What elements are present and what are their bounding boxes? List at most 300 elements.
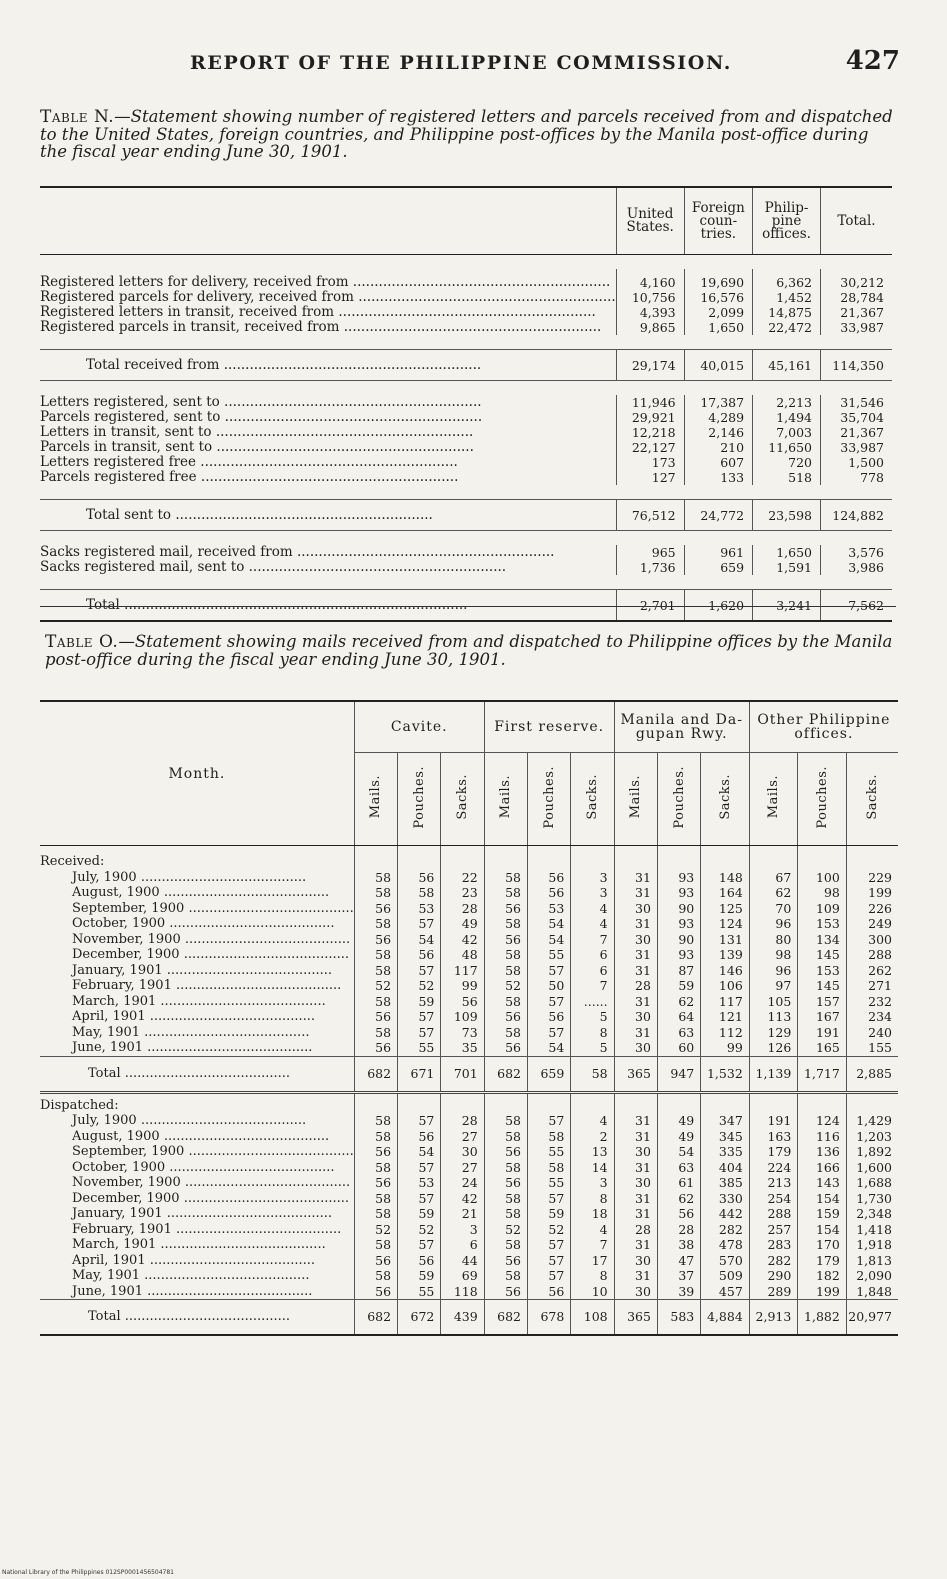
value-cell: 56: [354, 1144, 397, 1160]
value-cell: 96: [749, 963, 798, 979]
value-cell: 4: [571, 1113, 614, 1129]
value-cell: 57: [398, 1113, 441, 1129]
value-cell: 58: [354, 1113, 397, 1129]
value-cell: 330: [701, 1191, 750, 1207]
value-cell: 31: [614, 885, 657, 901]
value-cell: 116: [798, 1129, 847, 1145]
value-cell: 671: [398, 1056, 441, 1092]
value-cell: 1,892: [846, 1144, 898, 1160]
value-cell: 126: [749, 1040, 798, 1056]
row-label: Letters registered, sent to ............................................................: [40, 395, 482, 410]
spacer-cell: [398, 846, 441, 855]
value-cell: 153: [798, 916, 847, 932]
spacer-cell: [484, 846, 527, 855]
value-cell: 2,885: [846, 1056, 898, 1092]
value-cell: 69: [441, 1268, 484, 1284]
subcolumn-header: [441, 753, 484, 846]
spacer-row: [40, 381, 892, 396]
value-cell: 98: [798, 885, 847, 901]
value-cell: 97: [749, 978, 798, 994]
table-o-label: Table O.: [45, 632, 119, 652]
value-cell: 3: [571, 885, 614, 901]
value-cell: 4,884: [701, 1300, 750, 1336]
empty-cell: [571, 1098, 614, 1114]
value-cell: 154: [798, 1222, 847, 1238]
value-cell: 63: [657, 1160, 700, 1176]
value-cell: 56: [528, 1009, 571, 1025]
spacer-row: [40, 846, 898, 855]
subcolumn-label: Sacks.: [584, 774, 600, 820]
value-cell: 48: [441, 947, 484, 963]
empty-cell: [749, 1098, 798, 1114]
value-cell: 56: [484, 1009, 527, 1025]
value-cell: 38: [657, 1237, 700, 1253]
row-value: 10,756: [616, 290, 684, 305]
row-value: 33,987: [820, 440, 892, 455]
table-row: [40, 963, 898, 979]
month-cell: July, 1900 ........................................: [72, 869, 307, 885]
empty-cell: [846, 854, 898, 870]
row-label: Registered parcels in transit, received from ............................................................: [40, 320, 602, 335]
value-cell: 20,977: [846, 1300, 898, 1336]
value-cell: 124: [798, 1113, 847, 1129]
table-n-row: [40, 560, 892, 575]
value-cell: 124: [701, 916, 750, 932]
value-cell: 583: [657, 1300, 700, 1336]
value-cell: 27: [441, 1160, 484, 1176]
empty-cell: [798, 1098, 847, 1114]
table-row: [40, 1113, 898, 1129]
row-value: 76,512: [616, 500, 684, 531]
value-cell: 1,717: [798, 1056, 847, 1092]
row-value: 6,362: [753, 269, 821, 290]
row-value: 22,127: [616, 440, 684, 455]
month-cell: December, 1900 ........................................: [72, 1190, 349, 1206]
table-row: [40, 1009, 898, 1025]
value-cell: 139: [701, 947, 750, 963]
value-cell: 191: [749, 1113, 798, 1129]
subcolumn-header: [749, 753, 798, 846]
month-cell: October, 1900 ........................................: [72, 1159, 335, 1175]
value-cell: 8: [571, 1191, 614, 1207]
row-value: 19,690: [684, 269, 752, 290]
value-cell: 24: [441, 1175, 484, 1191]
month-cell: June, 1901 ........................................: [72, 1040, 313, 1055]
value-cell: 1,882: [798, 1300, 847, 1336]
table-n-header-row: [40, 187, 892, 255]
value-cell: 28: [657, 1222, 700, 1238]
value-cell: 271: [846, 978, 898, 994]
value-cell: 148: [701, 870, 750, 886]
value-cell: 58: [484, 1237, 527, 1253]
value-cell: 61: [657, 1175, 700, 1191]
value-cell: 58: [484, 1113, 527, 1129]
value-cell: 58: [354, 870, 397, 886]
value-cell: 300: [846, 932, 898, 948]
table-row: [40, 1268, 898, 1284]
value-cell: 288: [846, 947, 898, 963]
value-cell: 56: [484, 1040, 527, 1056]
value-cell: 22: [441, 870, 484, 886]
row-value: 9,865: [616, 320, 684, 335]
table-n-row: [40, 290, 892, 305]
value-cell: 58: [528, 1129, 571, 1145]
value-cell: 52: [484, 1222, 527, 1238]
value-cell: 64: [657, 1009, 700, 1025]
value-cell: 52: [398, 978, 441, 994]
table-o-caption: [45, 633, 905, 668]
month-cell: Total ........................................: [40, 1056, 354, 1092]
month-cell: December, 1900 ........................................: [72, 947, 349, 962]
divider: [40, 606, 896, 607]
row-value: 607: [684, 455, 752, 470]
spacer-cell: [40, 846, 354, 855]
value-cell: 262: [846, 963, 898, 979]
empty-cell: [528, 854, 571, 870]
row-value: 29,921: [616, 410, 684, 425]
value-cell: 106: [701, 978, 750, 994]
row-value: 11,946: [616, 395, 684, 410]
value-cell: 56: [398, 947, 441, 963]
value-cell: 54: [398, 932, 441, 948]
value-cell: 56: [528, 1284, 571, 1300]
value-cell: 7: [571, 1237, 614, 1253]
value-cell: 283: [749, 1237, 798, 1253]
value-cell: 57: [528, 1237, 571, 1253]
value-cell: 55: [528, 947, 571, 963]
value-cell: 57: [528, 1253, 571, 1269]
subcolumn-header: [798, 753, 847, 846]
row-value: 961: [684, 545, 752, 560]
value-cell: 229: [846, 870, 898, 886]
row-value: 7,003: [753, 425, 821, 440]
value-cell: 13: [571, 1144, 614, 1160]
value-cell: 14: [571, 1160, 614, 1176]
value-cell: 478: [701, 1237, 750, 1253]
value-cell: 58: [484, 963, 527, 979]
table-row: [40, 885, 898, 901]
value-cell: 57: [528, 1113, 571, 1129]
value-cell: 30: [614, 1253, 657, 1269]
row-value: 45,161: [753, 350, 821, 381]
row-value: 133: [684, 470, 752, 485]
month-cell: February, 1901 ........................................: [72, 1221, 342, 1237]
subcolumn-label: Mails.: [628, 775, 644, 819]
month-cell: May, 1901 ........................................: [72, 1024, 310, 1040]
group-header-cavite: Cavite.: [354, 701, 484, 753]
empty-cell: [441, 854, 484, 870]
empty-cell: [614, 854, 657, 870]
month-cell: November, 1900 ........................................: [72, 1175, 351, 1190]
value-cell: 226: [846, 901, 898, 917]
spacer-cell: [40, 575, 892, 590]
total-row: [40, 1300, 898, 1336]
empty-cell: [398, 1098, 441, 1114]
row-value: 778: [820, 470, 892, 485]
spacer-cell: [798, 846, 847, 855]
table-row: [40, 1025, 898, 1041]
spacer-cell: [354, 846, 397, 855]
row-value: 114,350: [820, 350, 892, 381]
value-cell: 1,600: [846, 1160, 898, 1176]
month-cell: August, 1900 ........................................: [72, 1128, 330, 1144]
value-cell: 57: [398, 963, 441, 979]
table-row: [40, 1175, 898, 1191]
value-cell: 57: [398, 1025, 441, 1041]
value-cell: 56: [354, 901, 397, 917]
value-cell: 1,730: [846, 1191, 898, 1207]
value-cell: 54: [657, 1144, 700, 1160]
table-n-row: [40, 500, 892, 531]
value-cell: 129: [749, 1025, 798, 1041]
section-label: Dispatched:: [40, 1097, 119, 1113]
value-cell: 58: [354, 963, 397, 979]
value-cell: 58: [354, 1160, 397, 1176]
value-cell: 42: [441, 1191, 484, 1207]
empty-cell: [701, 854, 750, 870]
value-cell: 31: [614, 1237, 657, 1253]
value-cell: 125: [701, 901, 750, 917]
value-cell: 167: [798, 1009, 847, 1025]
spacer-cell: [40, 485, 892, 500]
value-cell: 30: [614, 1009, 657, 1025]
value-cell: 52: [484, 978, 527, 994]
spacer-row: [40, 255, 892, 270]
table-n-row: [40, 269, 892, 290]
value-cell: 57: [398, 1191, 441, 1207]
subcolumn-label: Pouches.: [411, 765, 427, 829]
month-cell: September, 1900 ........................................: [72, 900, 354, 916]
value-cell: 58: [354, 1025, 397, 1041]
value-cell: 50: [528, 978, 571, 994]
row-value: 35,704: [820, 410, 892, 425]
value-cell: 109: [798, 901, 847, 917]
value-cell: 56: [484, 1253, 527, 1269]
subcolumn-label: Mails.: [766, 775, 782, 819]
value-cell: 1,532: [701, 1056, 750, 1092]
row-label: Sacks registered mail, sent to ............................................................: [40, 560, 507, 575]
subcolumn-header: [701, 753, 750, 846]
spacer-cell: [40, 335, 892, 350]
value-cell: 108: [571, 1300, 614, 1336]
value-cell: 56: [398, 870, 441, 886]
value-cell: 93: [657, 870, 700, 886]
value-cell: 58: [571, 1056, 614, 1092]
value-cell: 31: [614, 1129, 657, 1145]
table-row: [40, 1040, 898, 1056]
row-value: 24,772: [684, 500, 752, 531]
subcolumn-header: [571, 753, 614, 846]
row-value: 1,650: [753, 545, 821, 560]
empty-cell: [354, 1098, 397, 1114]
value-cell: 54: [528, 1040, 571, 1056]
row-label: Parcels registered free ............................................................: [40, 470, 459, 485]
value-cell: 166: [798, 1160, 847, 1176]
value-cell: 56: [528, 870, 571, 886]
table-row: [40, 870, 898, 886]
total-row: [40, 1056, 898, 1092]
spacer-cell: [749, 846, 798, 855]
value-cell: 56: [441, 994, 484, 1010]
row-label: Sacks registered mail, received from ............................................................: [40, 545, 555, 560]
value-cell: 54: [528, 932, 571, 948]
value-cell: 31: [614, 1025, 657, 1041]
value-cell: 44: [441, 1253, 484, 1269]
value-cell: 28: [441, 1113, 484, 1129]
value-cell: 290: [749, 1268, 798, 1284]
value-cell: 42: [441, 932, 484, 948]
value-cell: 1,203: [846, 1129, 898, 1145]
spacer-row: [40, 485, 892, 500]
value-cell: 62: [657, 994, 700, 1010]
value-cell: 347: [701, 1113, 750, 1129]
value-cell: 165: [798, 1040, 847, 1056]
subcolumn-header: [614, 753, 657, 846]
table-row: [40, 1160, 898, 1176]
empty-cell: [749, 854, 798, 870]
row-value: 2,213: [753, 395, 821, 410]
value-cell: 385: [701, 1175, 750, 1191]
month-cell: November, 1900 ........................................: [72, 931, 351, 947]
table-row: [40, 1253, 898, 1269]
subcolumn-label: Sacks.: [455, 774, 471, 820]
value-cell: 701: [441, 1056, 484, 1092]
value-cell: 131: [701, 932, 750, 948]
value-cell: 56: [354, 1040, 397, 1056]
subcolumn-label: Pouches.: [541, 765, 557, 829]
row-value: 29,174: [616, 350, 684, 381]
value-cell: 58: [484, 1025, 527, 1041]
row-value: 11,650: [753, 440, 821, 455]
value-cell: 2: [571, 1129, 614, 1145]
value-cell: 58: [354, 1268, 397, 1284]
row-value: 31,546: [820, 395, 892, 410]
value-cell: 62: [657, 1191, 700, 1207]
value-cell: 145: [798, 978, 847, 994]
value-cell: 3: [571, 870, 614, 886]
value-cell: 58: [354, 1129, 397, 1145]
value-cell: 404: [701, 1160, 750, 1176]
table-o: [40, 700, 898, 1336]
value-cell: 143: [798, 1175, 847, 1191]
value-cell: 52: [398, 1222, 441, 1238]
month-cell: March, 1901 ........................................: [72, 993, 326, 1009]
value-cell: 55: [528, 1144, 571, 1160]
value-cell: 53: [398, 1175, 441, 1191]
value-cell: 31: [614, 1160, 657, 1176]
value-cell: 58: [354, 994, 397, 1010]
value-cell: 57: [398, 1009, 441, 1025]
value-cell: 57: [528, 994, 571, 1010]
value-cell: 240: [846, 1025, 898, 1041]
month-cell: October, 1900 ........................................: [72, 916, 335, 931]
value-cell: 58: [354, 947, 397, 963]
subcolumn-label: Sacks.: [864, 774, 880, 820]
subcolumn-label: Pouches.: [814, 765, 830, 829]
value-cell: 57: [398, 1160, 441, 1176]
month-cell: March, 1901 ........................................: [72, 1237, 326, 1252]
table-row: [40, 916, 898, 932]
value-cell: 439: [441, 1300, 484, 1336]
value-cell: 58: [354, 1237, 397, 1253]
empty-cell: [846, 1098, 898, 1114]
table-n-row: [40, 470, 892, 485]
value-cell: 224: [749, 1160, 798, 1176]
empty-cell: [484, 1098, 527, 1114]
value-cell: 249: [846, 916, 898, 932]
value-cell: 57: [528, 1268, 571, 1284]
subcolumn-label: Mails.: [368, 775, 384, 819]
table-row: [40, 1206, 898, 1222]
value-cell: 112: [701, 1025, 750, 1041]
row-label: Total ................................................................................: [40, 590, 616, 622]
value-cell: 159: [798, 1206, 847, 1222]
table-n-row: [40, 320, 892, 335]
value-cell: 54: [398, 1144, 441, 1160]
value-cell: 58: [354, 916, 397, 932]
row-value: 1,591: [753, 560, 821, 575]
spacer-cell: [40, 531, 892, 546]
value-cell: 254: [749, 1191, 798, 1207]
value-cell: 90: [657, 901, 700, 917]
value-cell: 58: [484, 916, 527, 932]
table-n-row: [40, 545, 892, 560]
value-cell: 1,848: [846, 1284, 898, 1300]
value-cell: 58: [484, 870, 527, 886]
value-cell: 56: [484, 1144, 527, 1160]
value-cell: 134: [798, 932, 847, 948]
value-cell: 21: [441, 1206, 484, 1222]
value-cell: 30: [441, 1144, 484, 1160]
value-cell: 153: [798, 963, 847, 979]
value-cell: 56: [354, 932, 397, 948]
spacer-cell: [40, 381, 892, 396]
row-value: 21,367: [820, 305, 892, 320]
value-cell: 113: [749, 1009, 798, 1025]
value-cell: 672: [398, 1300, 441, 1336]
table-row: [40, 1237, 898, 1253]
spacer-cell: [571, 846, 614, 855]
value-cell: 58: [484, 1268, 527, 1284]
row-value: 518: [753, 470, 821, 485]
table-n-row: [40, 410, 892, 425]
table-row: [40, 1144, 898, 1160]
row-value: 2,146: [684, 425, 752, 440]
row-label: Registered letters in transit, received from ............................................................: [40, 305, 596, 320]
table-n-caption-text: —Statement showing number of registered letters and parcels received from and dispatched to the United States, foreign countries, and Philippine post-offices by the Manila post-office during the fiscal year ending June 30, 1901.: [40, 107, 893, 161]
row-value: 4,393: [616, 305, 684, 320]
month-cell: Total ........................................: [40, 1300, 354, 1336]
subcolumn-header: [398, 753, 441, 846]
empty-cell: [614, 1098, 657, 1114]
value-cell: 58: [354, 1191, 397, 1207]
value-cell: 93: [657, 916, 700, 932]
table-n-label-header: [40, 187, 616, 255]
row-value: 127: [616, 470, 684, 485]
value-cell: 55: [528, 1175, 571, 1191]
empty-cell: [398, 854, 441, 870]
row-label: Letters registered free ............................................................: [40, 455, 458, 470]
value-cell: 56: [354, 1175, 397, 1191]
row-value: 4,160: [616, 269, 684, 290]
empty-cell: [798, 854, 847, 870]
value-cell: 8: [571, 1268, 614, 1284]
empty-cell: [571, 854, 614, 870]
value-cell: 62: [749, 885, 798, 901]
value-cell: 53: [398, 901, 441, 917]
value-cell: 136: [798, 1144, 847, 1160]
value-cell: 164: [701, 885, 750, 901]
